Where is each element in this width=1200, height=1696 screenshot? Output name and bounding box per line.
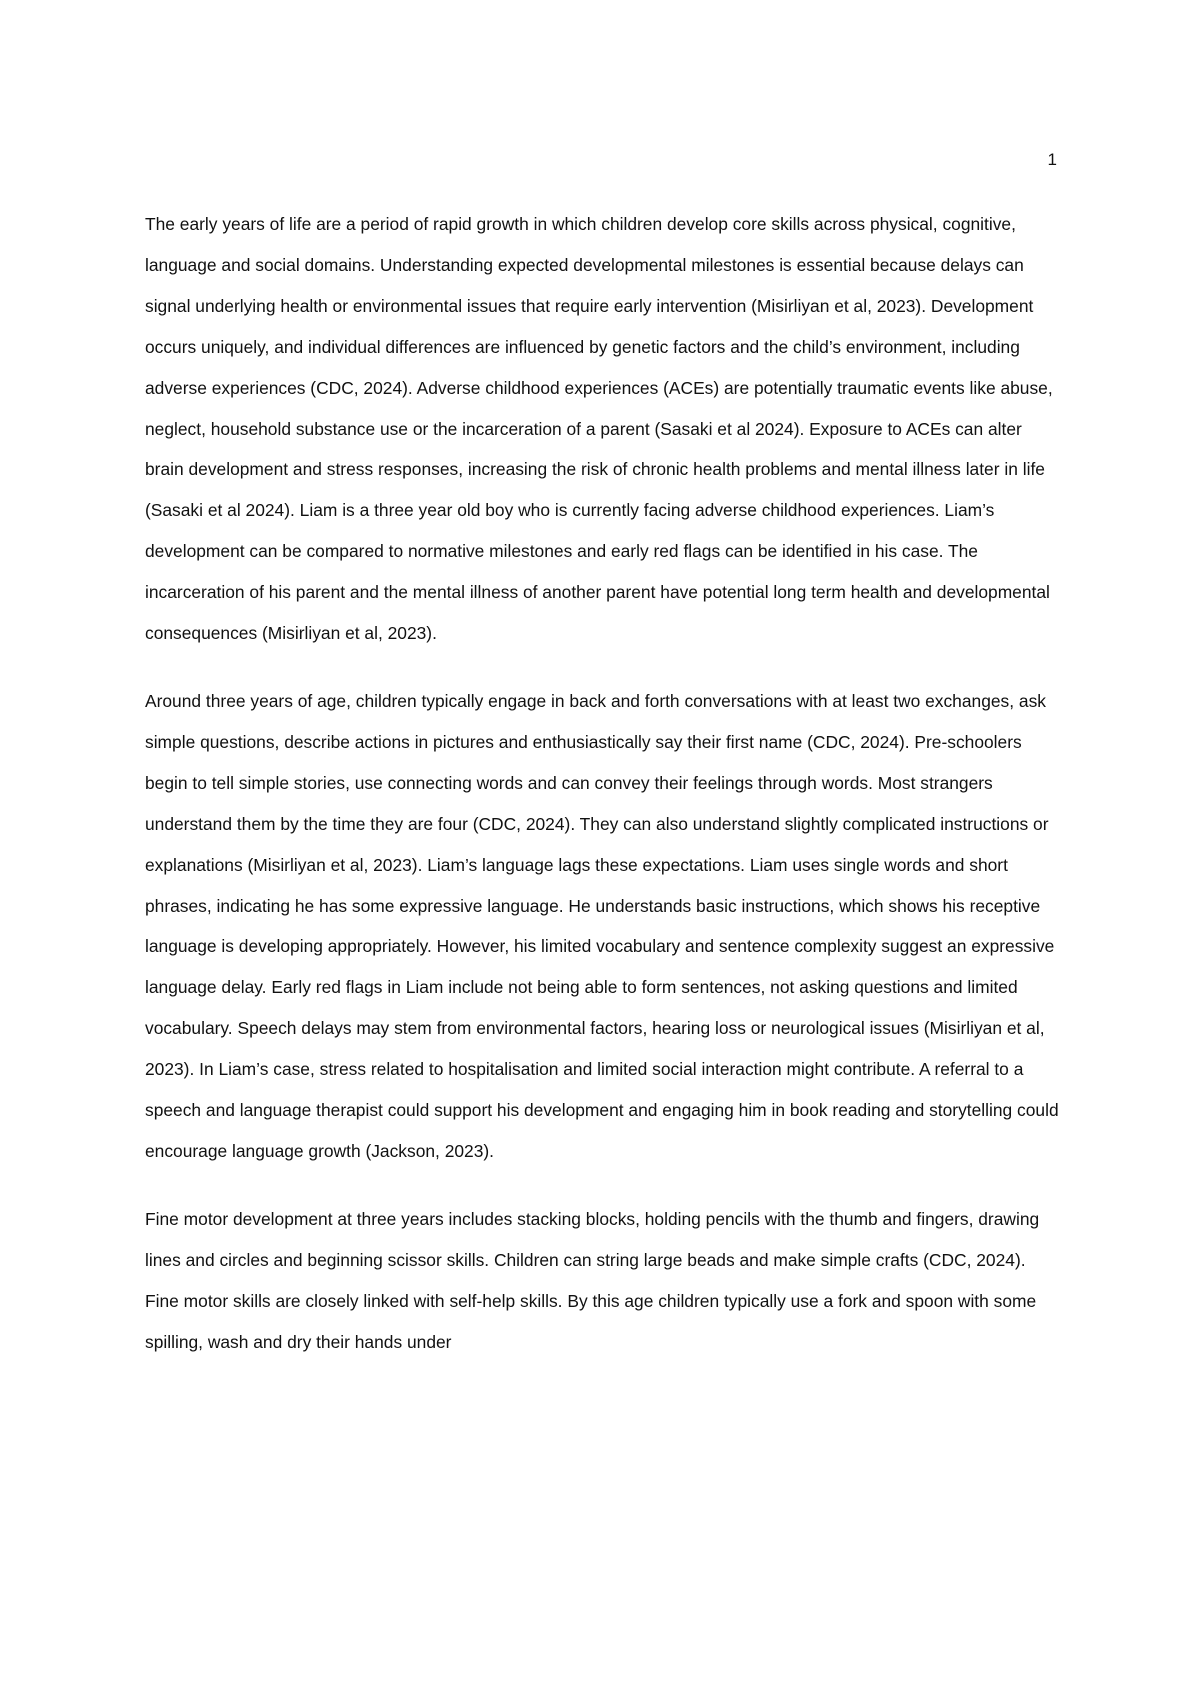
paragraph-language-development: Around three years of age, children typically engage in back and forth conversations with at least two exchanges, ask simple questions, describe actions in pictures and enthusiastically say their first name (CDC, 2024). Pre-schoolers begin to tell simple stories, use connecting words and can convey their feelings through words. Most strangers understand them by the time they are four (CDC, 2024). They can also understand slightly complicated instructions or explanations (Misirliyan et al, 2023). Liam’s language lags these expectations. Liam uses single words and short phrases, indicating he has some expressive language. He understands basic instructions, which shows his receptive language is developing appropriately. However, his limited vocabulary and sentence complexity suggest an expressive language delay. Early red flags in Liam include not being able to form sentences, not asking questions and limited vocabulary. Speech delays may stem from environmental factors, hearing loss or neurological issues (Misirliyan et al, 2023). In Liam’s case, stress related to hospitalisation and limited social interaction might contribute. A referral to a speech and language therapist could support his development and engaging him in book reading and storytelling could encourage language growth (Jackson, 2023). [145, 690, 1059, 1161]
paragraph-intro: The early years of life are a period of rapid growth in which children develop core skills across physical, cognitive, language and social domains. Understanding expected developmental milestones is essential because delays can signal underlying health or environmental issues that require early intervention (Misirliyan et al, 2023). Development occurs uniquely, and individual differences are influenced by genetic factors and the child’s environment, including adverse experiences (CDC, 2024). Adverse childhood experiences (ACEs) are potentially traumatic events like abuse, neglect, household substance use or the incarceration of a parent (Sasaki et al 2024). Exposure to ACEs can alter brain development and stress responses, increasing the risk of chronic health problems and mental illness later in life (Sasaki et al 2024). Liam is a three year old boy who is currently facing adverse childhood experiences. Liam’s development can be compared to normative milestones and early red flags can be identified in his case. The incarceration of his parent and the mental illness of another parent have potential long term health and developmental consequences (Misirliyan et al, 2023). [145, 214, 1053, 644]
page-number: 1 [1047, 150, 1057, 169]
paragraph-fine-motor-development: Fine motor development at three years includes stacking blocks, holding pencils with the thumb and fingers, drawing lines and circles and beginning scissor skills. Children can string large beads and make simple crafts (CDC, 2024). Fine motor skills are closely linked with self-help skills. By this age children typically use a fork and spoon with some spilling, wash and dry their hands under [145, 1208, 1040, 1352]
document-body [145, 204, 1060, 1389]
